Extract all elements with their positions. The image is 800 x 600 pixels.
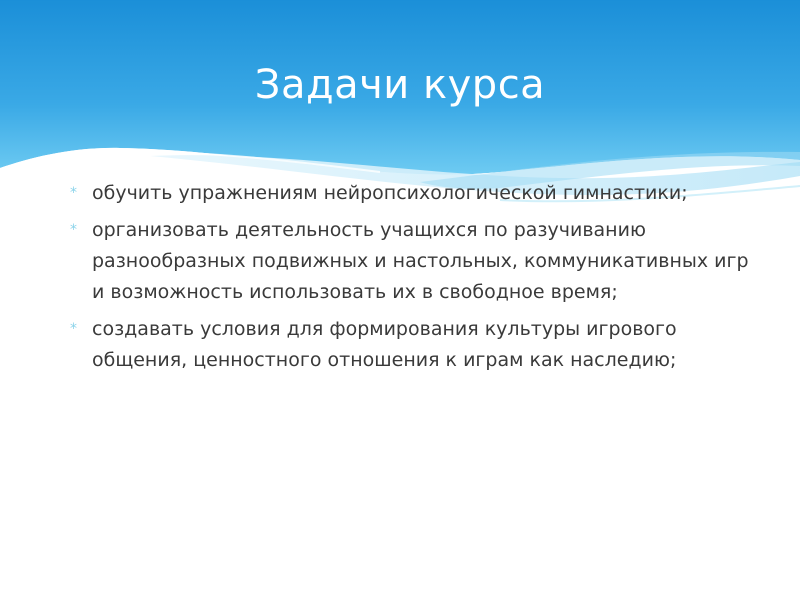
bullet-text: организовать деятельность учащихся по разучиванию разнообразных подвижных и настольных, коммуникативных игр и возможность использовать их в свободное время; xyxy=(92,219,749,303)
list-item xyxy=(64,215,754,308)
bullet-asterisk-icon: * xyxy=(70,222,77,238)
list-item xyxy=(64,314,754,376)
bullet-list xyxy=(64,178,754,382)
bullet-text: обучить упражнениям нейропсихологической гимнастики; xyxy=(92,182,688,204)
bullet-text: создавать условия для формирования культуры игрового общения, ценностного отношения к играм как наследию; xyxy=(92,318,677,371)
slide-title: Задачи курса xyxy=(254,62,546,108)
list-item xyxy=(64,178,754,209)
bullet-asterisk-icon: * xyxy=(70,321,77,337)
bullet-asterisk-icon: * xyxy=(70,185,77,201)
